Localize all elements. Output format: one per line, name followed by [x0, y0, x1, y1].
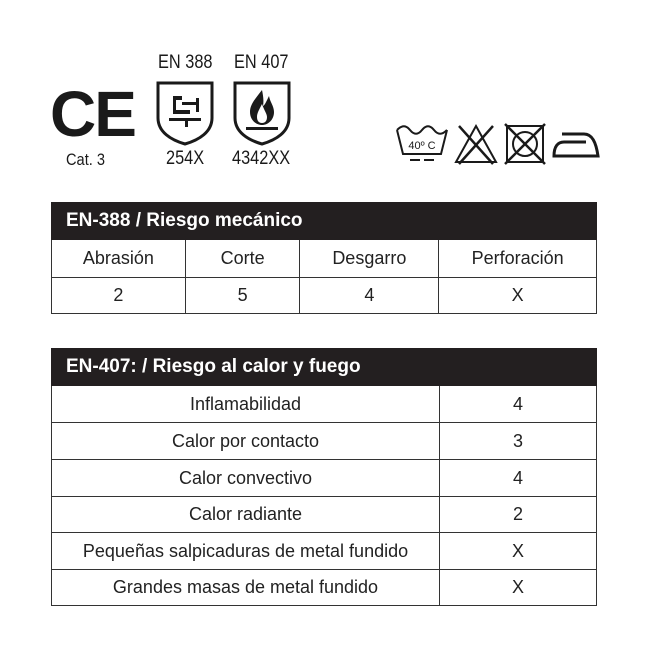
heat-flame-icon	[232, 80, 292, 146]
en407-standard-label: EN 407	[234, 52, 289, 73]
en388-value-puncture: X	[439, 278, 597, 314]
row-value: 3	[440, 423, 597, 460]
row-value: X	[440, 570, 597, 606]
en388-header-abrasion: Abrasión	[52, 240, 186, 278]
en388-value-abrasion: 2	[52, 278, 186, 314]
en388-table-title: EN-388 / Riesgo mecánico	[52, 203, 597, 240]
table-row	[52, 386, 597, 423]
row-label: Calor por contacto	[52, 423, 440, 460]
row-label: Inflamabilidad	[52, 386, 440, 423]
en388-value-cut: 5	[185, 278, 300, 314]
en388-header-tear: Desgarro	[300, 240, 439, 278]
iron-icon	[550, 128, 602, 162]
en388-code: 254X	[166, 148, 205, 169]
row-value: X	[440, 533, 597, 570]
ce-mark: CE	[50, 78, 135, 150]
row-value: 4	[440, 386, 597, 423]
row-label: Pequeñas salpicaduras de metal fundido	[52, 533, 440, 570]
en407-table	[51, 348, 597, 606]
table-row	[52, 570, 597, 606]
category-label: Cat. 3	[66, 150, 106, 169]
row-label: Calor radiante	[52, 497, 440, 533]
table-row	[52, 423, 597, 460]
no-tumble-dry-icon	[503, 122, 547, 166]
row-value: 4	[440, 460, 597, 497]
en388-standard-label: EN 388	[158, 52, 213, 73]
no-bleach-icon	[453, 122, 499, 166]
en388-header-puncture: Perforación	[439, 240, 597, 278]
en388-header-cut: Corte	[185, 240, 300, 278]
en407-table-title: EN-407: / Riesgo al calor y fuego	[52, 349, 597, 386]
table-row	[52, 460, 597, 497]
table-row	[52, 533, 597, 570]
en407-code: 4342XX	[232, 148, 291, 169]
en388-value-tear: 4	[300, 278, 439, 314]
wash-temp-label: 40º C	[408, 140, 436, 152]
row-label: Calor convectivo	[52, 460, 440, 497]
row-value: 2	[440, 497, 597, 533]
table-row	[52, 497, 597, 533]
mechanical-risk-icon	[155, 80, 215, 146]
row-label: Grandes masas de metal fundido	[52, 570, 440, 606]
wash-40-icon	[394, 122, 450, 168]
en388-table	[51, 202, 597, 314]
